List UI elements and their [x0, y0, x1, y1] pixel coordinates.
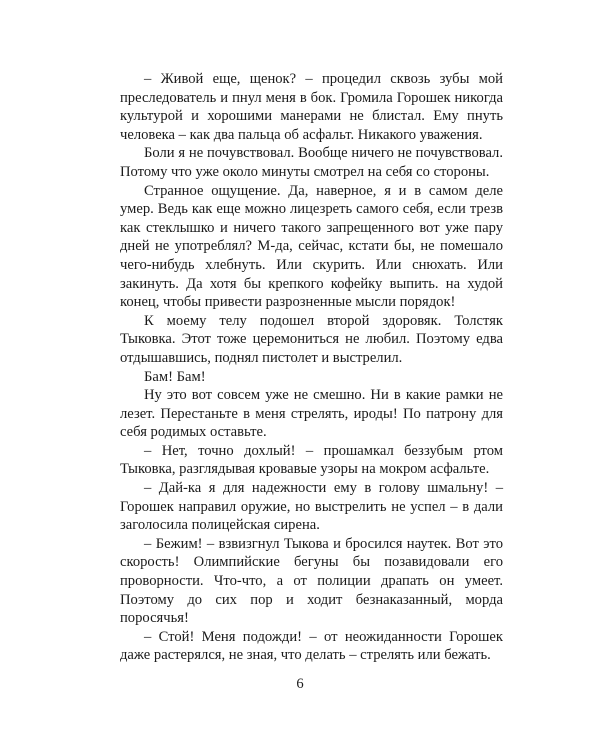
paragraph: Бам! Бам! — [144, 368, 206, 385]
paragraph: Странное ощущение. Да, наверное, я и в самом деле умер. Ведь как еще можно лицезреть самого себя, если трезв как стеклышко и ничего такого запрещенного вот уже пару дней не употреблял? М-да, сейчас, кстати бы, не помешало чего-нибудь хлебнуть. Или скурить. Или снюхать. Или закинуть. Да хотя бы крепкого кофейку выпить. на худой конец, чтобы привести разрозненные мысли порядок! — [120, 182, 503, 311]
paragraph: Боли я не почувствовал. Вообще ничего не почувствовал. Потому что уже около минуты смотрел на себя со стороны. — [120, 145, 503, 180]
paragraph: – Нет, точно дохлый! – прошамкал беззубым ртом Тыковка, разглядывая кровавые узоры на мокром асфальте. — [120, 442, 503, 478]
body-text — [120, 70, 503, 665]
paragraph: – Дай-ка я для надежности ему в голову шмальну! – Горошек направил оружие, но выстрелить не успел – в дали заголосила полицейская сирена. — [120, 480, 503, 534]
paragraph: – Бежим! – взвизгнул Тыкова и бросился наутек. Вот это скорость! Олимпийские бегуны бы позавидовали его проворности. Что-что, а от полиции драпать он умеет. Поэтому до сих пор и ходит безнаказанный, морда поросячья! — [120, 535, 503, 627]
paragraph: Ну это вот совсем уже не смешно. Ни в какие рамки не лезет. Перестаньте в меня стрелять, ироды! По патрону для себя родимых оставьте. — [120, 387, 503, 441]
paragraph: К моему телу подошел второй здоровяк. Толстяк Тыковка. Этот тоже церемониться не любил. Поэтому едва отдышавшись, поднял пистолет и выстрелил. — [120, 312, 503, 366]
paragraph: – Стой! Меня подожди! – от неожиданности Горошек даже растерялся, не зная, что делать – стрелять или бежать. — [120, 628, 503, 664]
page-number: 6 — [296, 676, 304, 692]
paragraph: – Живой еще, щенок? – процедил сквозь зубы мой преследователь и пнул меня в бок. Громила Горошек никогда культурой и хорошими манерами не блистал. Ему пнуть человека – как два пальца об асфальт. Никакого уважения. — [120, 71, 503, 143]
